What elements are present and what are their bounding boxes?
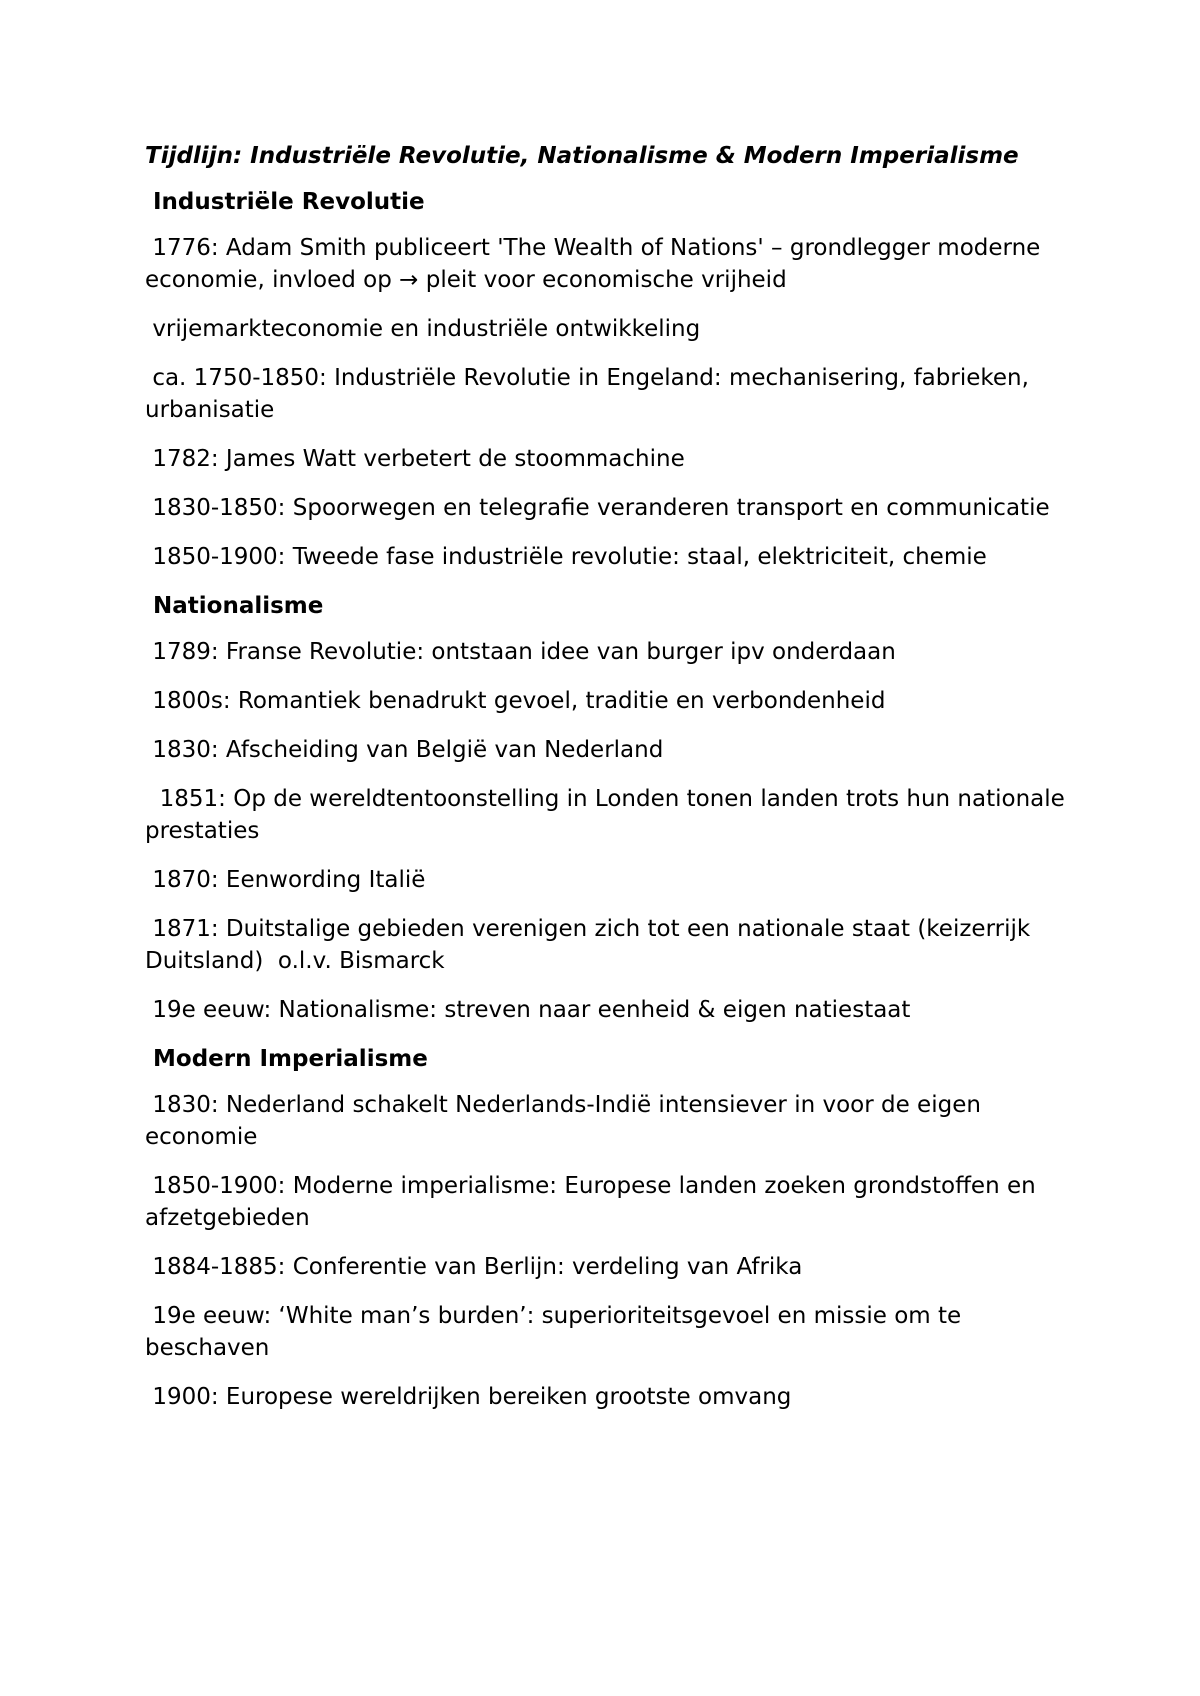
timeline-entry: 1830-1850: Spoorwegen en telegrafie veranderen transport en communicatie [145, 495, 1050, 521]
timeline-entry: 1830: Nederland schakelt Nederlands-Indië intensiever in voor de eigen economie [145, 1092, 989, 1150]
timeline-entry: 1870: Eenwording Italië [145, 867, 426, 893]
timeline-entry: 1850-1900: Tweede fase industriële revolutie: staal, elektriciteit, chemie [145, 544, 987, 570]
timeline-entry: 1884-1885: Conferentie van Berlijn: verdeling van Afrika [145, 1254, 803, 1280]
timeline-entry: 1776: Adam Smith publiceert 'The Wealth of Nations' – grondlegger moderne economie, invloed op → pleit voor economische vrijheid [145, 235, 1048, 293]
section-industriele-revolutie [145, 186, 1065, 573]
timeline-entry: 1789: Franse Revolutie: ontstaan idee van burger ipv onderdaan [145, 639, 896, 665]
timeline-entry: 1871: Duitstalige gebieden verenigen zich tot een nationale staat (keizerrijk Duitsland) o.l.v. Bismarck [145, 916, 1038, 974]
section-heading: Nationalisme [153, 593, 324, 619]
section-heading: Industriële Revolutie [153, 189, 425, 215]
timeline-entry: 1851: Op de wereldtentoonstelling in Londen tonen landen trots hun nationale prestaties [145, 786, 1073, 844]
timeline-entry: 19e eeuw: Nationalisme: streven naar eenheid & eigen natiestaat [145, 997, 911, 1023]
timeline-entry: 1850-1900: Moderne imperialisme: Europese landen zoeken grondstoffen en afzetgebieden [145, 1173, 1044, 1231]
timeline-entry: 1830: Afscheiding van België van Nederland [145, 737, 664, 763]
timeline-entry: 1900: Europese wereldrijken bereiken grootste omvang [145, 1384, 792, 1410]
section-modern-imperialisme [145, 1043, 1065, 1413]
timeline-entry: vrijemarkteconomie en industriële ontwikkeling [145, 316, 701, 342]
section-nationalisme [145, 590, 1073, 1026]
document-title: Tijdlijn: Industriële Revolutie, Nationalisme & Modern Imperialisme [145, 143, 1019, 169]
timeline-entry: 1782: James Watt verbetert de stoommachine [145, 446, 685, 472]
section-heading: Modern Imperialisme [153, 1046, 428, 1072]
timeline-entry: ca. 1750-1850: Industriële Revolutie in Engeland: mechanisering, fabrieken, urbanisatie [145, 365, 1037, 423]
timeline-entry: 1800s: Romantiek benadrukt gevoel, traditie en verbondenheid [145, 688, 886, 714]
timeline-entry: 19e eeuw: ‘White man’s burden’: superioriteitsgevoel en missie om te beschaven [145, 1303, 969, 1361]
document-page [145, 140, 1073, 1430]
